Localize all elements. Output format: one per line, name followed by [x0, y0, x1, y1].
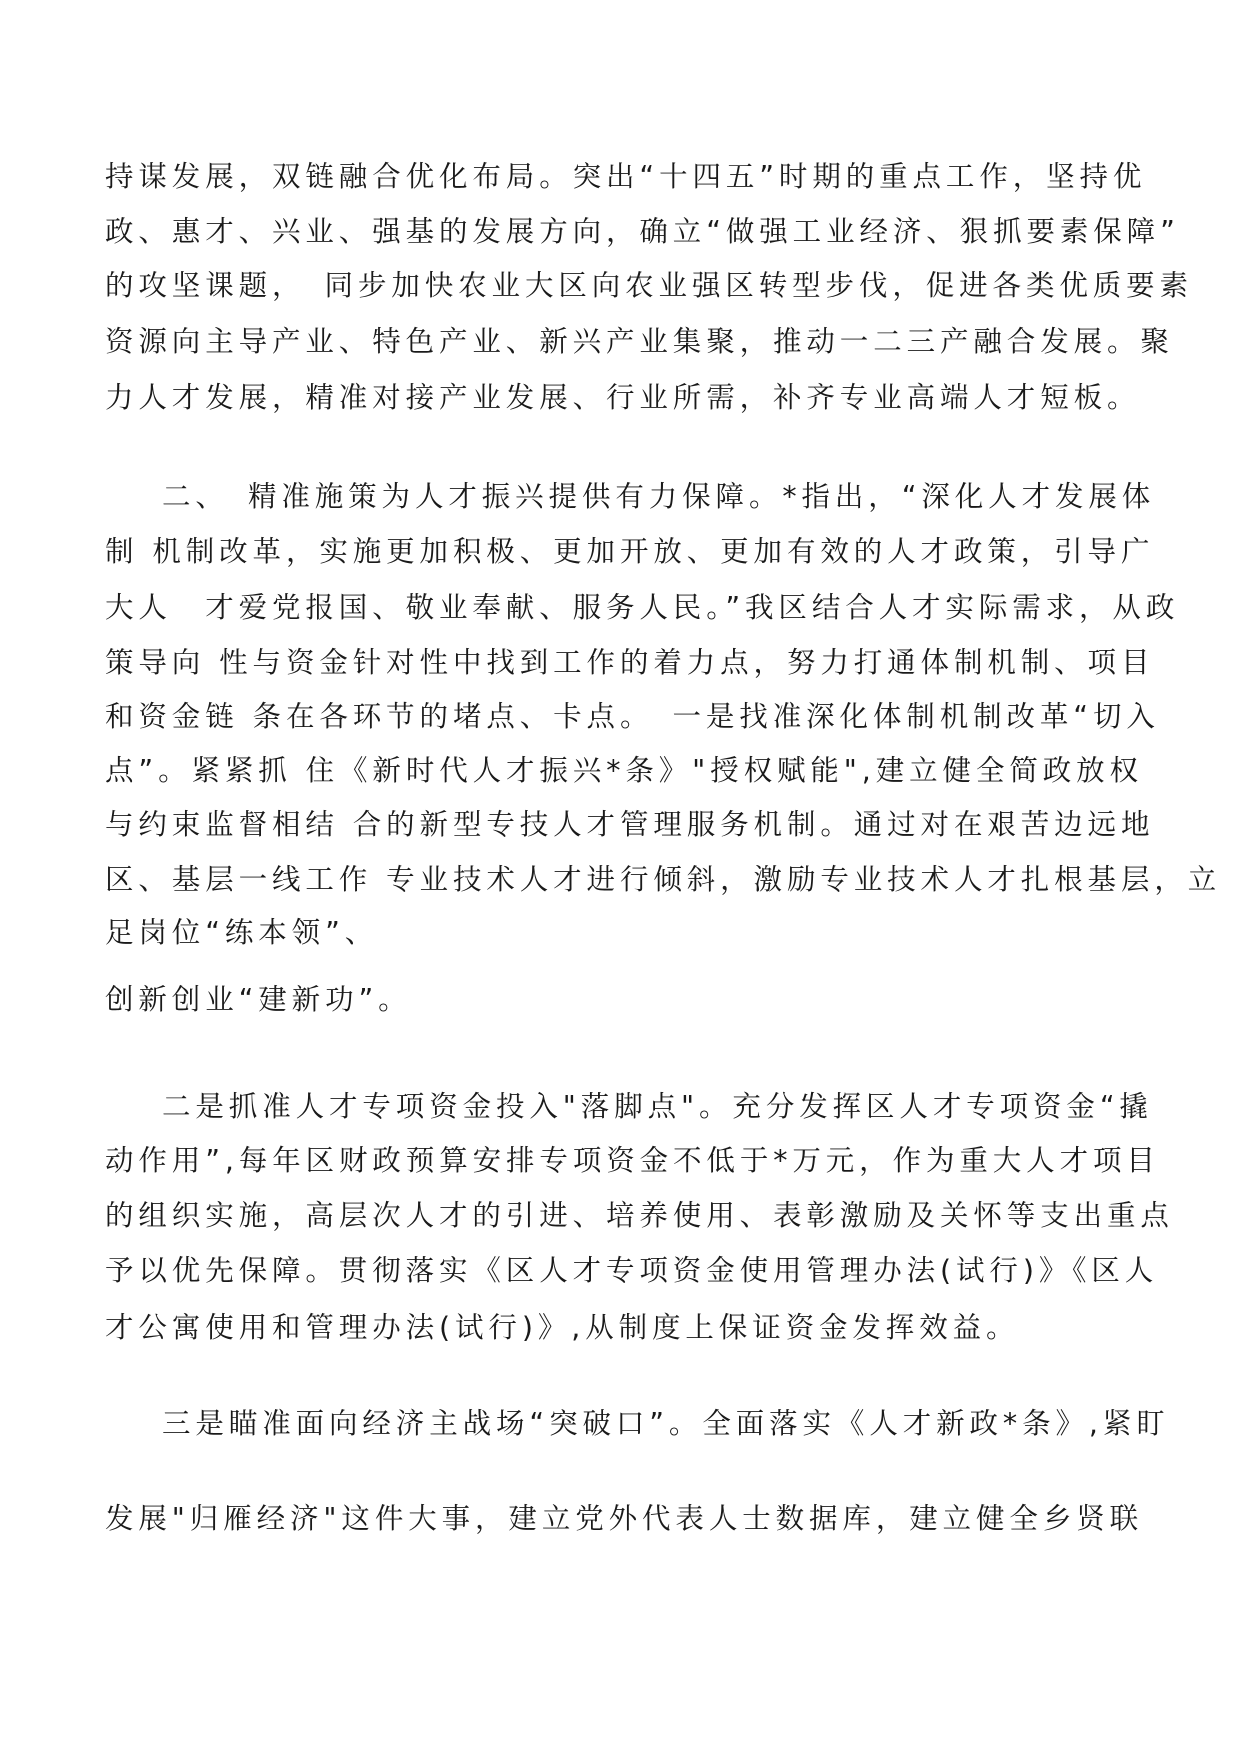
text-line: 持谋发展，双链融合优化布局。突出“十四五”时期的重点工作，坚持优	[105, 160, 1147, 193]
text-line: 的攻坚课题， 同步加快农业大区向农业强区转型步伐，促进各类优质要素	[105, 269, 1193, 302]
section-heading-line: 二、 精准施策为人才振兴提供有力保障。*指出，“深化人才发展体	[162, 480, 1156, 513]
text-line: 制 机制改革，实施更加积极、更加开放、更加有效的人才政策，引导广	[105, 535, 1155, 568]
text-line: 政、惠才、兴业、强基的发展方向，确立“做强工业经济、狠抓要素保障”	[105, 215, 1180, 248]
text-line: 力人才发展，精准对接产业发展、行业所需，补齐专业高端人才短板。	[105, 381, 1141, 414]
text-line: 点”。紧紧抓 住《新时代人才振兴*条》"授权赋能",建立健全简政放权	[105, 754, 1143, 787]
text-line: 发展"归雁经济"这件大事，建立党外代表人士数据库，建立健全乡贤联	[105, 1502, 1144, 1535]
text-line: 二是抓准人才专项资金投入"落脚点"。充分发挥区人才专项资金“撬	[162, 1090, 1153, 1123]
text-line: 创新创业“建新功”。	[105, 983, 412, 1016]
text-line: 大人 才爱党报国、敬业奉献、服务人民。”我区结合人才实际需求，从政	[105, 591, 1180, 624]
text-line: 三是瞄准面向经济主战场“突破口”。全面落实《人才新政*条》,紧盯	[162, 1407, 1170, 1440]
text-line: 动作用”,每年区财政预算安排专项资金不低于*万元，作为重大人才项目	[105, 1144, 1160, 1177]
text-line: 区、基层一线工作 专业技术人才进行倾斜，激励专业技术人才扎根基层，立	[105, 863, 1222, 896]
text-line: 予以优先保障。贯彻落实《区人才专项资金使用管理办法(试行)》《区人	[105, 1254, 1159, 1287]
text-line: 和资金链 条在各环节的堵点、卡点。 一是找准深化体制机制改革“切入	[105, 700, 1160, 733]
text-line: 才公寓使用和管理办法(试行)》,从制度上保证资金发挥效益。	[105, 1311, 1020, 1344]
text-line: 策导向 性与资金针对性中找到工作的着力点，努力打通体制机制、项目	[105, 646, 1155, 679]
text-line: 足岗位“练本领”、	[105, 916, 379, 949]
text-line: 的组织实施，高层次人才的引进、培养使用、表彰激励及关怀等支出重点	[105, 1199, 1174, 1232]
text-line: 与约束监督相结 合的新型专技人才管理服务机制。通过对在艰苦边远地	[105, 808, 1155, 841]
text-line: 资源向主导产业、特色产业、新兴产业集聚，推动一二三产融合发展。聚	[105, 325, 1174, 358]
